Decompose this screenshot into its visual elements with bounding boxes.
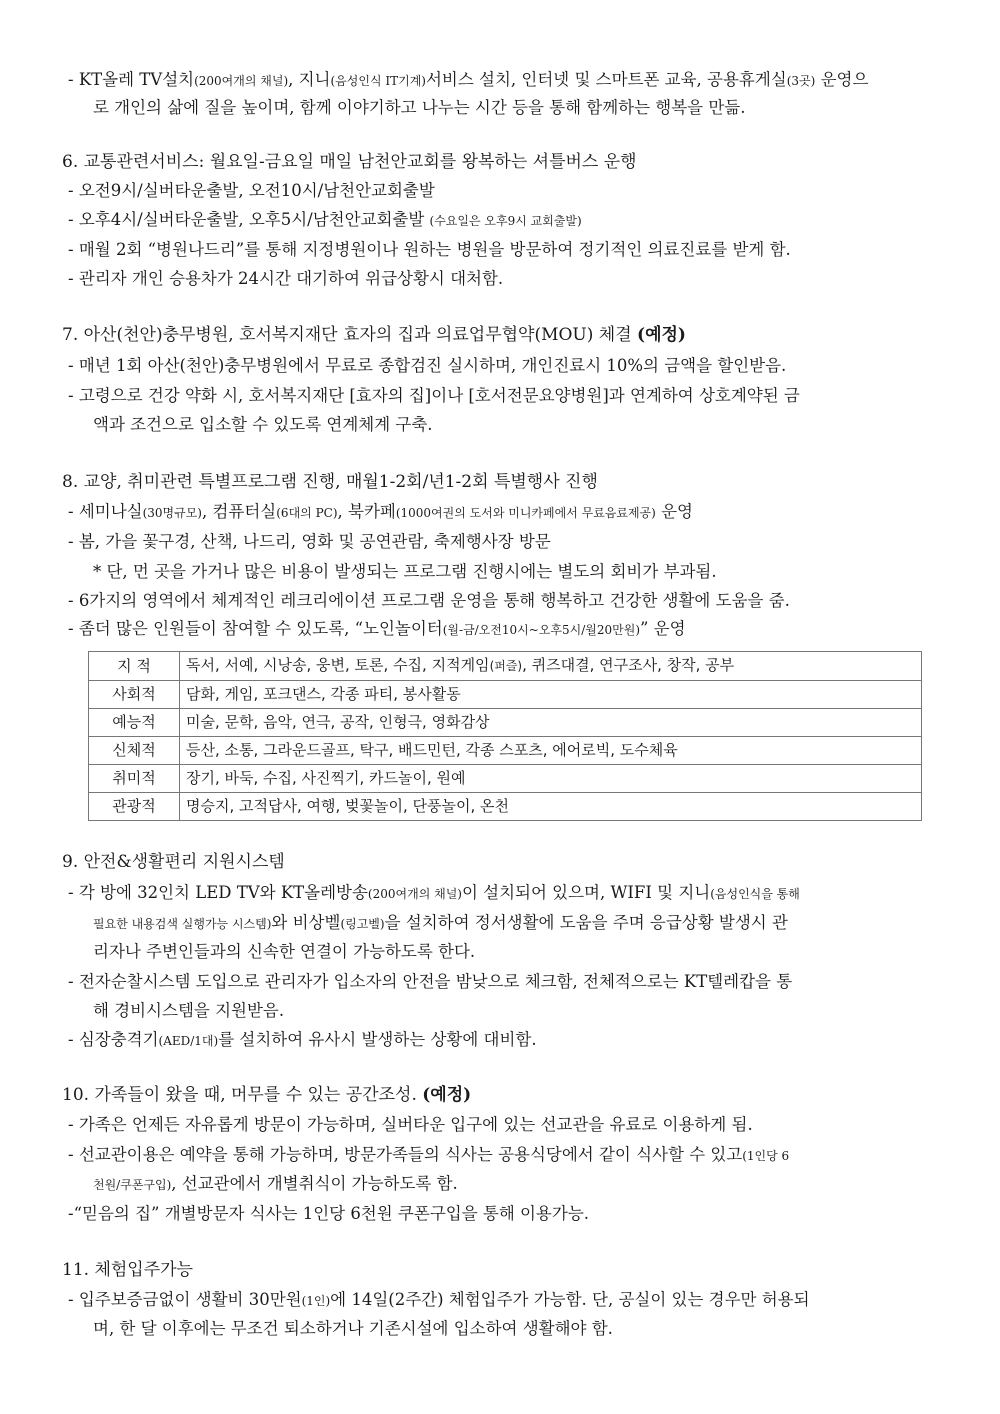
- table-items-cell: 미술, 문학, 음악, 연극, 공작, 인형극, 영화감상: [180, 709, 922, 737]
- table-row: [89, 709, 922, 737]
- table-category-cell: 관광적: [89, 793, 180, 821]
- table-category-cell: 예능적: [89, 709, 180, 737]
- table-category-cell: 취미적: [89, 765, 180, 793]
- table-items-cell: 명승지, 고적답사, 여행, 벚꽃놀이, 단풍놀이, 온천: [180, 793, 922, 821]
- activity-table: [88, 651, 922, 821]
- table-row: [89, 737, 922, 765]
- item-recreation: - 6가지의 영역에서 체계적인 레크리에이션 프로그램 운영을 통해 행복하고 건강한 생활에 도움을 줌.: [68, 591, 790, 610]
- item-tv-installation: - KT올레 TV설치(200여개의 채널), 지니(음성인식 IT기계)서비스 설치, 인터넷 및 스마트폰 교육, 공용휴게실(3곳) 운영으: [68, 70, 869, 89]
- table-items-cell: 담화, 게임, 포크댄스, 각종 파티, 봉사활동: [180, 681, 922, 709]
- table-row: [89, 652, 922, 681]
- item-outings-note: * 단, 먼 곳을 가거나 많은 비용이 발생되는 프로그램 진행시에는 별도의 회비가 부과됨.: [93, 562, 717, 581]
- item-free-checkup: - 매년 1회 아산(천안)충무병원에서 무료로 종합검진 실시하며, 개인진료시 10%의 금액을 할인받음.: [68, 356, 787, 375]
- item-tv-installation-cont: 로 개인의 삶에 질을 높이며, 함께 이야기하고 나누는 시간 등을 통해 함께하는 행복을 만듦.: [93, 98, 746, 117]
- section-10-heading: 10. 가족들이 왔을 때, 머무를 수 있는 공간조성. (예정): [62, 1085, 472, 1105]
- item-facilities: - 세미나실(30명규모), 컴퓨터실(6대의 PC), 북카페(1000여권의 도서와 미니카페에서 무료음료제공) 운영: [68, 502, 693, 521]
- table-items-cell: 독서, 서예, 시낭송, 웅변, 토론, 수집, 지적게임(퍼즐), 퀴즈대결, 연구조사, 창작, 공부: [180, 652, 922, 681]
- item-patrol-system: - 전자순찰시스템 도입으로 관리자가 입소자의 안전을 밤낮으로 체크함, 전체적으로는 KT텔레캅을 통: [68, 972, 793, 991]
- item-room-tv: - 각 방에 32인치 LED TV와 KT올레방송(200여개의 채널)이 설치되어 있으며, WIFI 및 지니(음성인식을 통해: [68, 883, 800, 902]
- item-hospital-outing: - 매월 2회 “병원나드리”를 통해 지정병원이나 원하는 병원을 방문하여 정기적인 의료진료를 받게 함.: [68, 240, 791, 259]
- item-shuttle-morning: - 오전9시/실버타운출발, 오전10시/남천안교회출발: [68, 181, 435, 200]
- item-trial-stay-cont: 며, 한 달 이후에는 무조건 퇴소하거나 기존시설에 입소하여 생활해야 함.: [93, 1319, 613, 1338]
- item-outings: - 봄, 가을 꽃구경, 산책, 나드리, 영화 및 공연관람, 축제행사장 방문: [68, 532, 551, 551]
- item-aed: - 심장충격기(AED/1대)를 설치하여 유사시 발생하는 상황에 대비함.: [68, 1030, 537, 1049]
- table-category-cell: 신체적: [89, 737, 180, 765]
- item-guesthouse-cont: 천원/쿠폰구입), 선교관에서 개별취식이 가능하도록 함.: [93, 1174, 458, 1193]
- item-room-tv-cont2: 리자나 주변인들과의 신속한 연결이 가능하도록 한다.: [93, 942, 476, 961]
- item-patrol-system-cont: 해 경비시스템을 지원받음.: [93, 1001, 285, 1020]
- item-playground: - 좀더 많은 인원들이 참여할 수 있도록, “노인놀이터(월-금/오전10시~오후5시/월20만원)” 운영: [68, 619, 686, 638]
- table-row: [89, 793, 922, 821]
- item-linked-care: - 고령으로 건강 약화 시, 호서복지재단 [효자의 집]이나 [호서전문요양병원]과 연계하여 상호계약된 금: [68, 386, 800, 405]
- item-linked-care-cont: 액과 조건으로 입소할 수 있도록 연계체계 구축.: [93, 415, 433, 434]
- item-family-visit: - 가족은 언제든 자유롭게 방문이 가능하며, 실버타운 입구에 있는 선교관을 유료로 이용하게 됨.: [68, 1115, 753, 1134]
- item-meal-coupon: -“믿음의 집” 개별방문자 식사는 1인당 6천원 쿠폰구입을 통해 이용가능.: [68, 1204, 589, 1223]
- table-category-cell: 사회적: [89, 681, 180, 709]
- table-row: [89, 765, 922, 793]
- section-9-heading: 9. 안전&생활편리 지원시스템: [62, 852, 285, 872]
- table-items-cell: 장기, 바둑, 수집, 사진찍기, 카드놀이, 원예: [180, 765, 922, 793]
- item-shuttle-afternoon: - 오후4시/실버타운출발, 오후5시/남천안교회출발 (수요일은 오후9시 교회출발): [68, 210, 582, 229]
- item-manager-car: - 관리자 개인 승용차가 24시간 대기하여 위급상황시 대처함.: [68, 269, 504, 288]
- section-8-heading: 8. 교양, 취미관련 특별프로그램 진행, 매월1-2회/년1-2회 특별행사 진행: [62, 472, 598, 492]
- section-6-heading: 6. 교통관련서비스: 월요일-금요일 매일 남천안교회를 왕복하는 셔틀버스 운행: [62, 152, 637, 172]
- item-trial-stay: - 입주보증금없이 생활비 30만원(1인)에 14일(2주간) 체험입주가 가능함. 단, 공실이 있는 경우만 허용되: [68, 1290, 810, 1309]
- section-7-heading: 7. 아산(천안)충무병원, 호서복지재단 효자의 집과 의료업무협약(MOU) 체결 (예정): [62, 325, 686, 345]
- table-row: [89, 681, 922, 709]
- item-guesthouse: - 선교관이용은 예약을 통해 가능하며, 방문가족들의 식사는 공용식당에서 같이 식사할 수 있고(1인당 6: [68, 1145, 790, 1164]
- item-room-tv-cont: 필요한 내용검색 실행가능 시스템)와 비상벨(링고벨)을 설치하여 정서생활에 도움을 주며 응급상황 발생시 관: [93, 913, 788, 932]
- table-category-cell: 지 적: [89, 652, 180, 681]
- table-items-cell: 등산, 소통, 그라운드골프, 탁구, 배드민턴, 각종 스포츠, 에어로빅, 도수체육: [180, 737, 922, 765]
- section-11-heading: 11. 체험입주가능: [62, 1260, 193, 1280]
